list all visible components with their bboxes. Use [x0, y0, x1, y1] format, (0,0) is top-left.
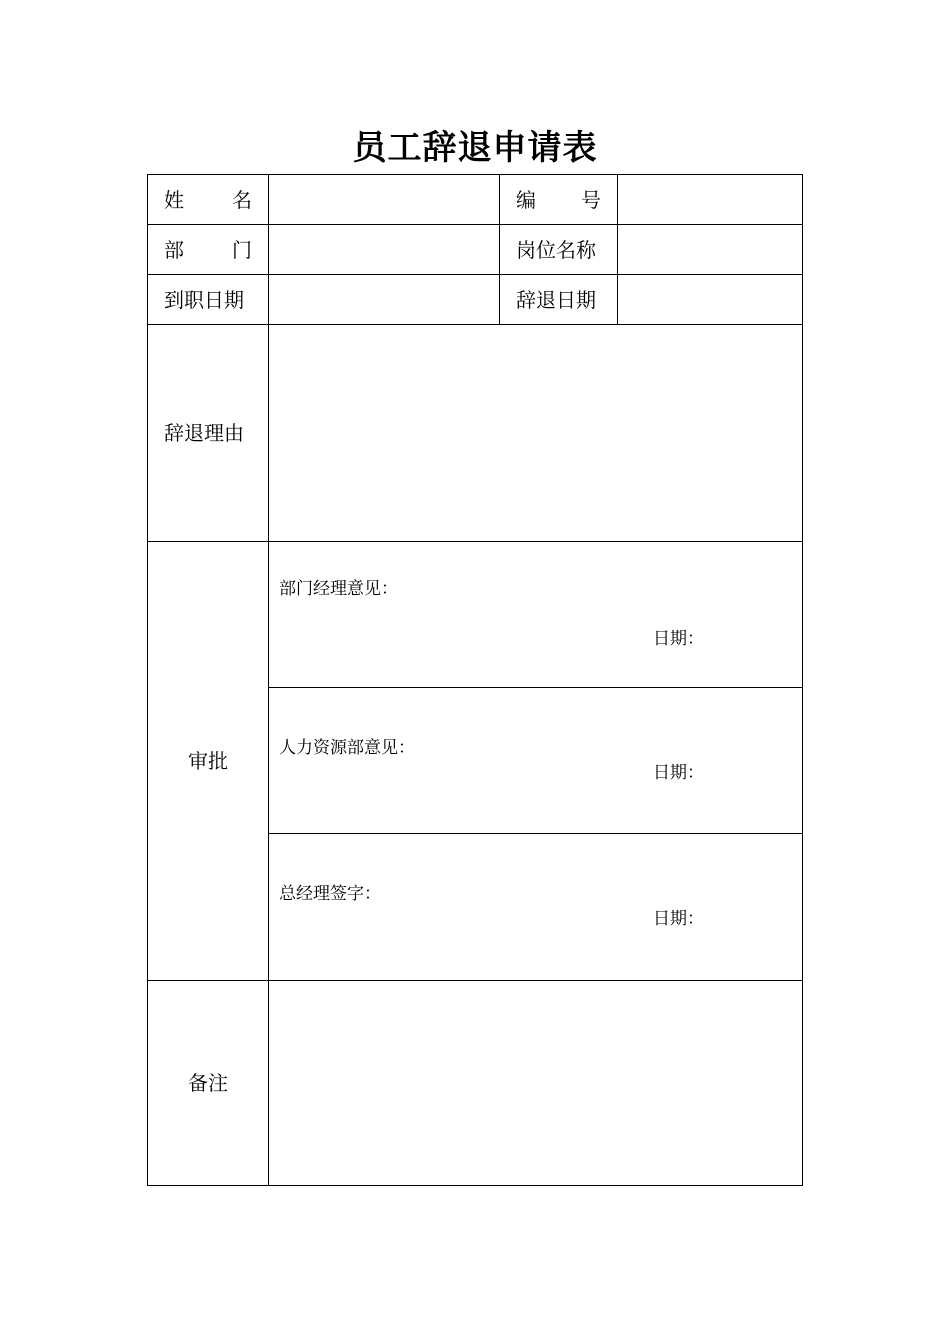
name-label-char-2: 名	[232, 187, 252, 212]
position-label: 岗位名称	[500, 225, 618, 275]
department-label-char-2: 门	[232, 237, 252, 262]
number-field[interactable]	[618, 175, 802, 225]
reason-label: 辞退理由	[148, 325, 269, 542]
number-label	[500, 175, 618, 225]
approval-label: 审批	[148, 542, 269, 981]
name-label-char-1: 姓	[164, 187, 184, 212]
dismissal-form	[147, 174, 803, 1186]
department-label	[148, 225, 269, 275]
hr-opinion-label: 人力资源部意见：	[279, 738, 415, 758]
department-label-char-1: 部	[164, 237, 184, 262]
number-label-char-1: 编	[516, 187, 536, 212]
remarks-label: 备注	[148, 981, 269, 1185]
gm-signature-label: 总经理签字：	[279, 884, 381, 904]
join-date-field[interactable]	[269, 275, 500, 325]
dept-manager-opinion-field[interactable]	[269, 542, 802, 688]
gm-signature-field[interactable]	[269, 834, 802, 981]
page-title: 员工辞退申请表	[352, 128, 598, 168]
hr-opinion-field[interactable]	[269, 688, 802, 834]
name-label	[148, 175, 269, 225]
join-date-label: 到职日期	[148, 275, 269, 325]
number-label-char-2: 号	[581, 187, 601, 212]
name-field[interactable]	[269, 175, 500, 225]
gm-date-label: 日期：	[653, 909, 704, 929]
dept-manager-date-label: 日期：	[653, 629, 704, 649]
hr-date-label: 日期：	[653, 763, 704, 783]
dept-manager-opinion-label: 部门经理意见：	[279, 579, 398, 599]
dismiss-date-label: 辞退日期	[500, 275, 618, 325]
dismiss-date-field[interactable]	[618, 275, 802, 325]
reason-field[interactable]	[269, 325, 802, 542]
position-field[interactable]	[618, 225, 802, 275]
department-field[interactable]	[269, 225, 500, 275]
remarks-field[interactable]	[269, 981, 802, 1185]
